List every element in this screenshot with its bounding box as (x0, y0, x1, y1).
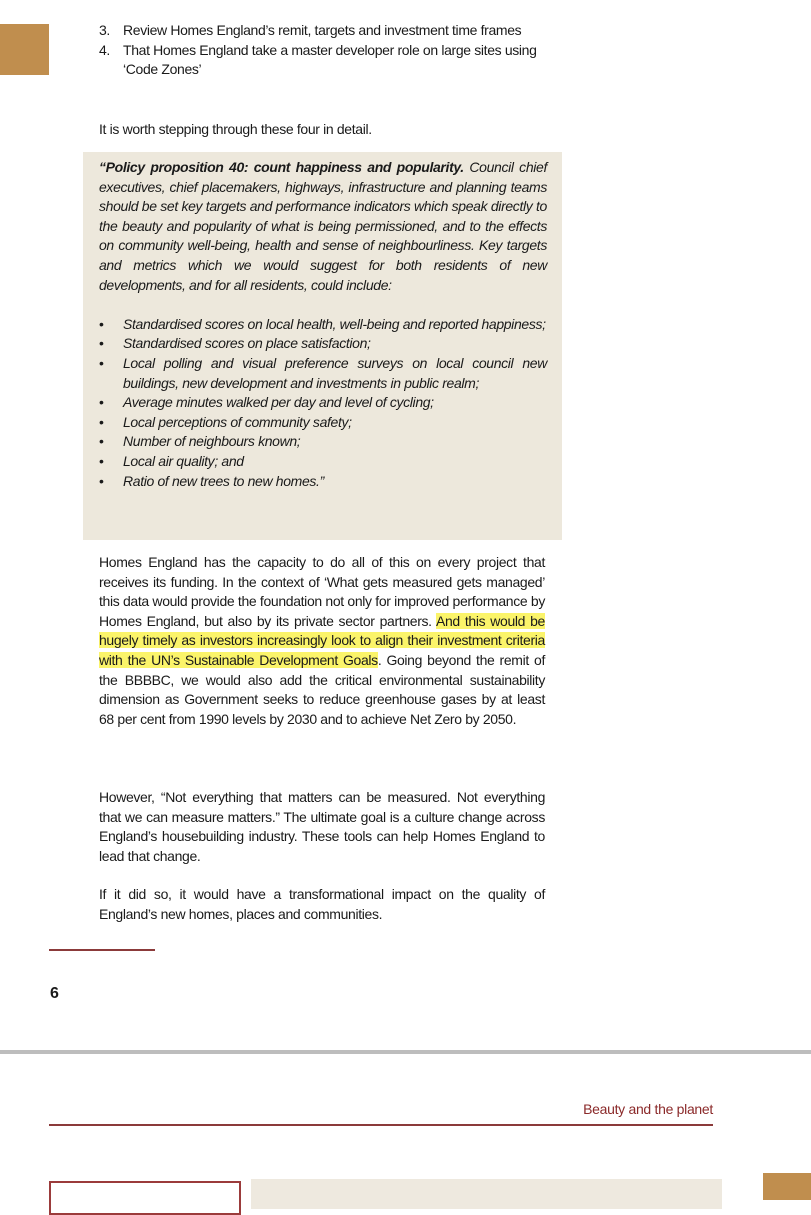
list-text: That Homes England take a master developer role on large sites using ‘Code Zones’ (123, 41, 537, 78)
page-edge-tab (763, 1173, 811, 1200)
list-number: 3. (99, 22, 110, 38)
bullet-text: Local polling and visual preference surveys on local council new buildings, new development and investments in public realm; (123, 354, 547, 391)
list-item (99, 41, 545, 80)
bullet-item (99, 393, 547, 413)
bullet-text: Number of neighbours known; (123, 433, 301, 450)
bullet-item (99, 472, 547, 492)
bullet-item (99, 315, 547, 335)
bullet-item (99, 334, 547, 354)
running-header: Beauty and the planet (583, 1101, 713, 1117)
outlined-box (49, 1181, 241, 1215)
footnote-divider (49, 949, 155, 951)
bullet-icon: • (99, 354, 104, 371)
quote-paragraph (99, 158, 547, 295)
text-span: Homes England has the capacity to do all of this on every project that receives its funding. In the context of ‘What gets measured gets managed’ this data would provide the foundation not only for improved performance by Homes England, but also by its private sector partners. (99, 554, 545, 629)
bullet-text: Local air quality; and (123, 452, 244, 469)
bullet-icon: • (99, 433, 104, 450)
header-rule (49, 1124, 713, 1126)
intro-paragraph: It is worth stepping through these four in detail. (99, 121, 372, 137)
body-paragraph (99, 553, 545, 729)
bullet-item (99, 413, 547, 433)
body-paragraph: If it did so, it would have a transformational impact on the quality of England’s new homes, places and communities. (99, 886, 545, 922)
bullet-icon: • (99, 452, 104, 469)
list-text: Review Homes England’s remit, targets and investment time frames (123, 22, 522, 38)
bullet-icon: • (99, 472, 104, 489)
bullet-icon: • (99, 335, 104, 352)
bullet-item (99, 432, 547, 452)
quote-lead: “Policy proposition 40: count happiness and popularity. (99, 159, 464, 175)
bullet-item (99, 354, 547, 393)
quote-bullet-list (99, 315, 547, 491)
bullet-text: Standardised scores on place satisfaction; (123, 335, 371, 352)
text-span: . Going beyond the remit of the BBBBC, we would also add the critical environmental sustainability dimension as Government seeks to reduce greenhouse gases by at least 68 per cent from 1990 levels by 2030 and to achieve Net Zero by 2050. (99, 651, 545, 727)
policy-quote-box (83, 152, 562, 540)
list-item (99, 21, 545, 41)
page-number: 6 (50, 985, 59, 1002)
list-number: 4. (99, 41, 110, 58)
bullet-icon: • (99, 413, 104, 430)
page-separator (0, 1050, 811, 1054)
body-paragraph: However, “Not everything that matters can be measured. Not everything that we can measure matters.” The ultimate goal is a culture change across England’s housebuilding industry. These tools can help Homes England to lead that change. (99, 789, 545, 864)
shaded-box (251, 1179, 722, 1209)
bullet-item (99, 452, 547, 472)
bullet-text: Local perceptions of community safety; (123, 413, 352, 430)
bullet-icon: • (99, 394, 104, 411)
quote-body: Council chief executives, chief placemakers, highways, infrastructure and planning teams should be set key targets and performance indicators which speak directly to the beauty and popularity of what is being permissioned, and to the effects on community well-being, health and sense of neighbourliness. Key targets and metrics which we would suggest for both residents of new developments, and for all residents, could include: (99, 159, 547, 293)
numbered-list (99, 21, 545, 80)
bullet-icon: • (99, 315, 104, 332)
page-edge-tab (0, 24, 49, 75)
bullet-text: Ratio of new trees to new homes.” (123, 472, 324, 489)
bullet-text: Average minutes walked per day and level of cycling; (123, 394, 434, 411)
highlighted-text: And this would be hugely timely as investors increasingly look to align their investment criteria with the UN’s Sustainable Development Goals (99, 612, 545, 668)
bullet-text: Standardised scores on local health, well-being and reported happiness; (123, 315, 546, 332)
